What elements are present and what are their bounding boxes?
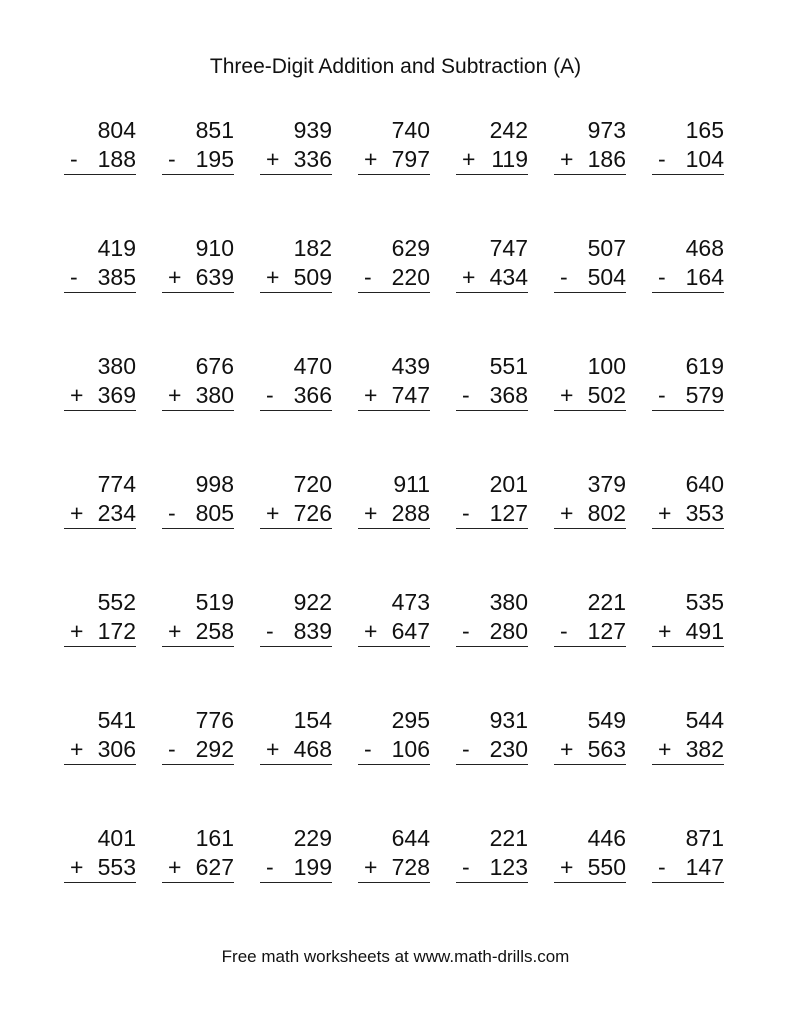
top-number: 747 (489, 235, 528, 261)
top-number: 468 (685, 235, 724, 261)
top-number: 154 (293, 707, 332, 733)
bottom-line (162, 499, 234, 529)
top-number: 644 (391, 825, 430, 851)
top-number: 100 (587, 353, 626, 379)
bottom-number: 230 (489, 736, 528, 762)
problem (456, 352, 528, 411)
bottom-line (260, 735, 332, 765)
top-number: 804 (97, 117, 136, 143)
operator-sign: + (364, 146, 378, 172)
operator-sign: - (462, 618, 470, 644)
problem (260, 352, 332, 411)
top-number: 182 (293, 235, 332, 261)
operator-sign: - (168, 500, 176, 526)
bottom-line (554, 735, 626, 765)
operator-sign: + (70, 382, 84, 408)
top-number: 998 (195, 471, 234, 497)
bottom-number: 509 (293, 264, 332, 290)
top-number: 295 (391, 707, 430, 733)
operator-sign: - (168, 736, 176, 762)
operator-sign: + (560, 146, 574, 172)
bottom-number: 502 (587, 382, 626, 408)
problem-row (0, 588, 791, 706)
bottom-number: 220 (391, 264, 430, 290)
footer-text: Free math worksheets at www.math-drills.com (221, 947, 570, 966)
operator-sign: + (168, 618, 182, 644)
operator-sign: - (364, 736, 372, 762)
operator-sign: + (266, 736, 280, 762)
bottom-line (652, 617, 724, 647)
problem (652, 116, 724, 175)
bottom-line (64, 853, 136, 883)
operator-sign: + (658, 618, 672, 644)
top-number: 380 (97, 353, 136, 379)
problem (554, 470, 626, 529)
bottom-number: 366 (293, 382, 332, 408)
top-number: 221 (489, 825, 528, 851)
bottom-line (652, 381, 724, 411)
operator-sign: + (70, 854, 84, 880)
operator-sign: - (462, 736, 470, 762)
bottom-line (554, 499, 626, 529)
bottom-line (652, 263, 724, 293)
bottom-number: 127 (489, 500, 528, 526)
operator-sign: + (560, 500, 574, 526)
bottom-line (358, 735, 430, 765)
problem (652, 352, 724, 411)
top-number: 446 (587, 825, 626, 851)
operator-sign: + (462, 264, 476, 290)
bottom-line (456, 617, 528, 647)
operator-sign: + (70, 500, 84, 526)
bottom-number: 119 (491, 146, 528, 172)
problem (652, 234, 724, 293)
bottom-number: 123 (489, 854, 528, 880)
operator-sign: + (560, 736, 574, 762)
operator-sign: - (658, 382, 666, 408)
top-number: 541 (97, 707, 136, 733)
top-number: 871 (685, 825, 724, 851)
problem (162, 706, 234, 765)
problem (456, 470, 528, 529)
worksheet-title: Three-Digit Addition and Subtraction (A) (209, 55, 582, 78)
bottom-line (260, 499, 332, 529)
bottom-line (260, 853, 332, 883)
bottom-line (64, 499, 136, 529)
bottom-line (358, 263, 430, 293)
problem (260, 824, 332, 883)
bottom-number: 380 (195, 382, 234, 408)
top-number: 910 (195, 235, 234, 261)
bottom-number: 468 (293, 736, 332, 762)
problem (554, 706, 626, 765)
bottom-number: 172 (97, 618, 136, 644)
top-number: 221 (587, 589, 626, 615)
operator-sign: - (266, 854, 274, 880)
bottom-number: 639 (195, 264, 234, 290)
bottom-number: 382 (685, 736, 724, 762)
bottom-number: 802 (587, 500, 626, 526)
problem (162, 588, 234, 647)
problem (456, 234, 528, 293)
top-number: 774 (97, 471, 136, 497)
bottom-line (260, 617, 332, 647)
bottom-number: 839 (293, 618, 332, 644)
bottom-number: 147 (685, 854, 724, 880)
top-number: 973 (587, 117, 626, 143)
bottom-number: 550 (587, 854, 626, 880)
operator-sign: + (462, 146, 476, 172)
operator-sign: - (462, 500, 470, 526)
problem (652, 470, 724, 529)
top-number: 629 (391, 235, 430, 261)
bottom-line (456, 263, 528, 293)
problem (64, 352, 136, 411)
top-number: 549 (587, 707, 626, 733)
problem (652, 824, 724, 883)
bottom-line (162, 381, 234, 411)
bottom-line (64, 263, 136, 293)
problem-row (0, 824, 791, 942)
top-number: 470 (293, 353, 332, 379)
bottom-number: 306 (97, 736, 136, 762)
top-number: 519 (195, 589, 234, 615)
operator-sign: + (658, 736, 672, 762)
bottom-line (358, 499, 430, 529)
bottom-number: 104 (685, 146, 724, 172)
operator-sign: + (364, 618, 378, 644)
bottom-line (456, 853, 528, 883)
bottom-line (162, 263, 234, 293)
bottom-number: 797 (391, 146, 430, 172)
bottom-number: 199 (293, 854, 332, 880)
bottom-number: 280 (489, 618, 528, 644)
operator-sign: - (70, 264, 78, 290)
operator-sign: + (168, 854, 182, 880)
bottom-line (456, 145, 528, 175)
operator-sign: + (364, 854, 378, 880)
problem (456, 588, 528, 647)
top-number: 401 (97, 825, 136, 851)
problem (652, 588, 724, 647)
bottom-line (162, 145, 234, 175)
problem (554, 116, 626, 175)
top-number: 473 (391, 589, 430, 615)
operator-sign: + (560, 854, 574, 880)
problem (162, 234, 234, 293)
top-number: 776 (195, 707, 234, 733)
bottom-line (358, 853, 430, 883)
bottom-number: 805 (195, 500, 234, 526)
bottom-line (64, 381, 136, 411)
problem (260, 234, 332, 293)
top-number: 201 (489, 471, 528, 497)
bottom-line (652, 499, 724, 529)
top-number: 419 (97, 235, 136, 261)
bottom-line (260, 145, 332, 175)
problem (162, 470, 234, 529)
bottom-line (162, 853, 234, 883)
bottom-line (652, 853, 724, 883)
problem (554, 234, 626, 293)
problem (64, 706, 136, 765)
problem (554, 352, 626, 411)
bottom-number: 728 (391, 854, 430, 880)
problem (162, 824, 234, 883)
problem (162, 352, 234, 411)
problem (64, 116, 136, 175)
bottom-line (260, 381, 332, 411)
problem (64, 824, 136, 883)
operator-sign: + (266, 264, 280, 290)
problem-grid (0, 116, 791, 942)
bottom-line (652, 735, 724, 765)
bottom-line (64, 735, 136, 765)
bottom-number: 647 (391, 618, 430, 644)
problem (358, 824, 430, 883)
bottom-line (456, 735, 528, 765)
operator-sign: + (364, 382, 378, 408)
bottom-number: 368 (489, 382, 528, 408)
bottom-number: 353 (685, 500, 724, 526)
top-number: 720 (293, 471, 332, 497)
bottom-number: 127 (587, 618, 626, 644)
top-number: 552 (97, 589, 136, 615)
bottom-line (64, 617, 136, 647)
bottom-line (554, 145, 626, 175)
bottom-number: 369 (97, 382, 136, 408)
bottom-line (64, 145, 136, 175)
top-number: 507 (587, 235, 626, 261)
bottom-number: 747 (391, 382, 430, 408)
top-number: 165 (685, 117, 724, 143)
top-number: 939 (293, 117, 332, 143)
bottom-line (358, 617, 430, 647)
operator-sign: + (70, 618, 84, 644)
top-number: 551 (489, 353, 528, 379)
problem (554, 824, 626, 883)
top-number: 544 (685, 707, 724, 733)
bottom-line (162, 735, 234, 765)
top-number: 379 (587, 471, 626, 497)
problem (358, 706, 430, 765)
bottom-number: 491 (685, 618, 724, 644)
bottom-number: 292 (195, 736, 234, 762)
problem (64, 234, 136, 293)
top-number: 851 (195, 117, 234, 143)
bottom-line (554, 263, 626, 293)
operator-sign: - (462, 382, 470, 408)
operator-sign: + (168, 264, 182, 290)
top-number: 535 (685, 589, 724, 615)
problem (652, 706, 724, 765)
problem (456, 706, 528, 765)
bottom-number: 385 (97, 264, 136, 290)
problem (64, 470, 136, 529)
operator-sign: + (70, 736, 84, 762)
bottom-number: 195 (195, 146, 234, 172)
bottom-number: 504 (587, 264, 626, 290)
bottom-line (358, 145, 430, 175)
problem (456, 824, 528, 883)
top-number: 161 (195, 825, 234, 851)
operator-sign: - (266, 382, 274, 408)
top-number: 676 (195, 353, 234, 379)
top-number: 911 (393, 471, 430, 497)
operator-sign: + (266, 146, 280, 172)
operator-sign: + (658, 500, 672, 526)
bottom-number: 188 (97, 146, 136, 172)
problem (358, 116, 430, 175)
operator-sign: + (266, 500, 280, 526)
problem (64, 588, 136, 647)
operator-sign: - (70, 146, 78, 172)
problem-row (0, 234, 791, 352)
bottom-line (260, 263, 332, 293)
operator-sign: - (364, 264, 372, 290)
operator-sign: - (266, 618, 274, 644)
problem (358, 470, 430, 529)
bottom-number: 234 (97, 500, 136, 526)
operator-sign: - (560, 264, 568, 290)
problem (358, 588, 430, 647)
top-number: 229 (293, 825, 332, 851)
bottom-number: 336 (293, 146, 332, 172)
operator-sign: - (658, 264, 666, 290)
top-number: 740 (391, 117, 430, 143)
problem (358, 352, 430, 411)
operator-sign: - (168, 146, 176, 172)
operator-sign: + (364, 500, 378, 526)
problem (456, 116, 528, 175)
problem-row (0, 116, 791, 234)
top-number: 931 (489, 707, 528, 733)
top-number: 439 (391, 353, 430, 379)
operator-sign: + (168, 382, 182, 408)
bottom-line (162, 617, 234, 647)
top-number: 922 (293, 589, 332, 615)
bottom-number: 627 (195, 854, 234, 880)
bottom-number: 164 (685, 264, 724, 290)
top-number: 640 (685, 471, 724, 497)
problem-row (0, 706, 791, 824)
top-number: 619 (685, 353, 724, 379)
problem (260, 588, 332, 647)
bottom-line (652, 145, 724, 175)
problem (260, 470, 332, 529)
bottom-number: 579 (685, 382, 724, 408)
problem (162, 116, 234, 175)
bottom-line (358, 381, 430, 411)
operator-sign: - (658, 854, 666, 880)
problem-row (0, 470, 791, 588)
bottom-number: 434 (489, 264, 528, 290)
operator-sign: - (658, 146, 666, 172)
problem (260, 116, 332, 175)
bottom-number: 186 (587, 146, 626, 172)
bottom-number: 258 (195, 618, 234, 644)
problem (358, 234, 430, 293)
problem (260, 706, 332, 765)
bottom-number: 106 (391, 736, 430, 762)
bottom-line (456, 499, 528, 529)
bottom-number: 563 (587, 736, 626, 762)
bottom-number: 553 (97, 854, 136, 880)
operator-sign: - (560, 618, 568, 644)
operator-sign: - (462, 854, 470, 880)
operator-sign: + (560, 382, 574, 408)
top-number: 380 (489, 589, 528, 615)
problem (554, 588, 626, 647)
bottom-line (554, 617, 626, 647)
bottom-number: 288 (391, 500, 430, 526)
problem-row (0, 352, 791, 470)
bottom-line (554, 853, 626, 883)
top-number: 242 (489, 117, 528, 143)
bottom-line (456, 381, 528, 411)
bottom-number: 726 (293, 500, 332, 526)
bottom-line (554, 381, 626, 411)
